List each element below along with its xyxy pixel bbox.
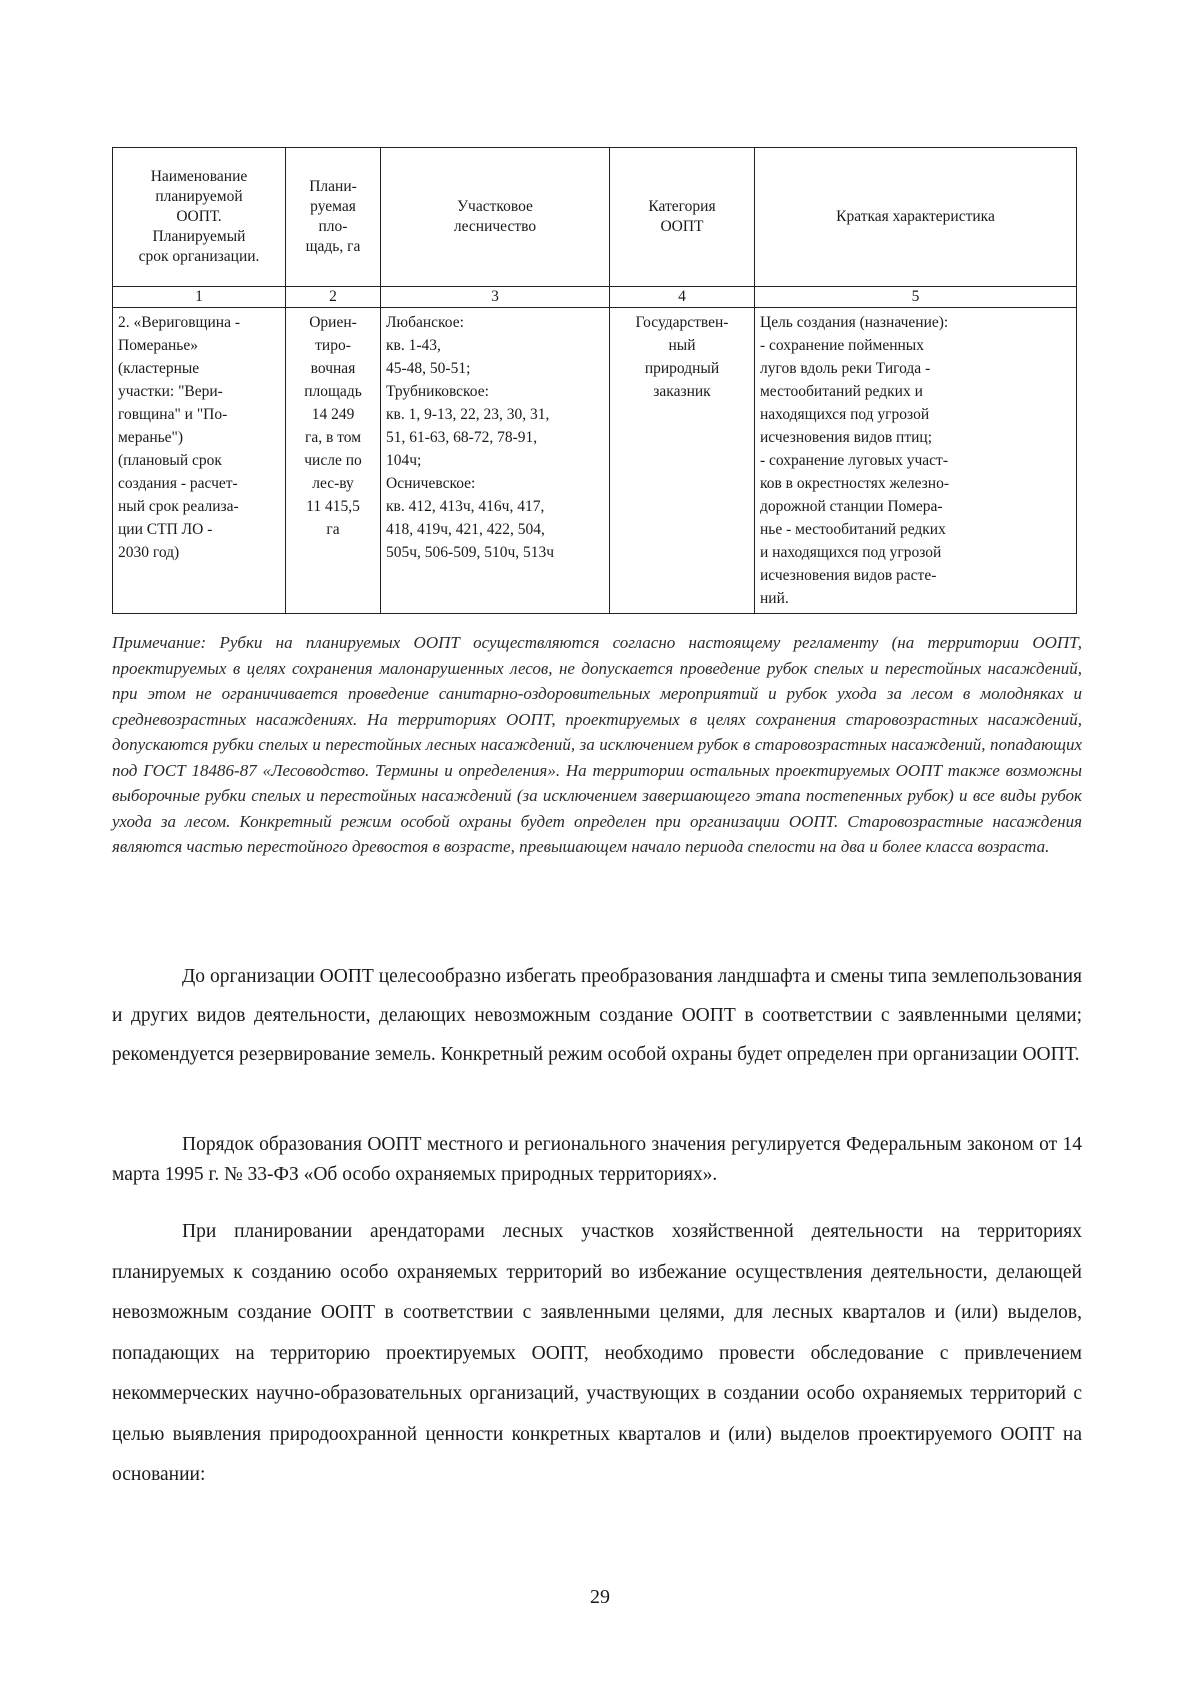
paragraph-federal-law	[112, 1130, 1082, 1190]
cell-category: Государствен- ный природный заказник	[610, 308, 755, 614]
paragraph-text: При планировании арендаторами лесных участков хозяйственной деятельности на территориях планируемых к созданию особо охраняемых территорий во избежание осуществления деятельности, делающей невозможным создание ООПТ в соответствии с заявленными целями, для лесных кварталов и (или) выделов, попадающих на территорию проектируемых ООПТ, необходимо провести обследование с привлечением некоммерческих научно-образовательных организаций, участвующих в создании особо охраняемых территорий с целью выявления природоохранной ценности конкретных кварталов и (или) выделов проектируемого ООПТ на основании:	[112, 1221, 1082, 1485]
column-number: 5	[755, 287, 1077, 308]
column-number: 1	[113, 287, 286, 308]
column-number: 4	[610, 287, 755, 308]
header-forestry: Участковое лесничество	[381, 148, 610, 287]
cell-forestry: Любанское: кв. 1-43, 45-48, 50-51; Трубниковское: кв. 1, 9-13, 22, 23, 30, 31, 51, 61-63, 68-72, 78-91, 104ч; Осничевское: кв. 412, 413ч, 416ч, 417, 418, 419ч, 421, 422, 504, 505ч, 506-509, 510ч, 513ч	[381, 308, 610, 614]
paragraph-text: Порядок образования ООПТ местного и регионального значения регулируется Федеральным законом от 14 марта 1995 г. № 33-ФЗ «Об особо охраняемых природных территориях».	[112, 1134, 1082, 1185]
paragraph-text: До организации ООПТ целесообразно избегать преобразования ландшафта и смены типа землепользования и других видов деятельности, делающих невозможным создание ООПТ в соответствии с заявленными целями; рекомендуется резервирование земель. Конкретный режим особой охраны будет определен при организации ООПТ.	[112, 966, 1082, 1065]
cell-oopt-name: 2. «Вериговщина - Померанье» (кластерные участки: "Вери- говщина" и "По- меранье") (плановый срок создания - расчет- ный срок реализа- ции СТП ЛО - 2030 год)	[113, 308, 286, 614]
column-number: 2	[286, 287, 381, 308]
header-description: Краткая характеристика	[755, 148, 1077, 287]
note-text: Рубки на планируемых ООПТ осуществляются согласно настоящему регламенту (на территории ООПТ, проектируемых в целях сохранения малонарушенных лесов, не допускается проведение рубок спелых и перестойных насаждений, при этом не ограничивается проведение санитарно-оздоровительных мероприятий и рубок ухода за лесом в молодняках и средневозрастных насаждениях. На территориях ООПТ, проектируемых в целях сохранения старовозрастных насаждений, допускаются рубки спелых и перестойных лесных насаждений, за исключением рубок в старовозрастных насаждений, попадающих под ГОСТ 18486-87 «Лесоводство. Термины и определения». На территории остальных проектируемых ООПТ также возможны выборочные рубки спелых и перестойных насаждений (за исключением завершающего этапа постепенных рубок) и все виды рубок ухода за лесом. Конкретный режим особой охраны будет определен при организации ООПТ. Старовозрастные насаждения являются частью перестойного древостоя в возрасте, превышающем начало периода спелости на два и более класса возраста.	[112, 633, 1083, 856]
paragraph-survey	[112, 1212, 1082, 1496]
header-name-oopt: Наименование планируемой ООПТ. Планируемый срок организации.	[113, 148, 286, 287]
note-label: Примечание:	[112, 633, 207, 652]
table-row	[113, 308, 1077, 614]
header-area: Плани- руемая пло- щадь, га	[286, 148, 381, 287]
cell-description: Цель создания (назначение): - сохранение пойменных лугов вдоль реки Тигода - местообитаний редких и находящихся под угрозой исчезновения видов птиц; - сохранение луговых участ- ков в окрестностях железно- дорожной станции Помера- нье - местообитаний редких и находящихся под угрозой исчезновения видов расте- ний.	[755, 308, 1077, 614]
paragraph-reservation	[112, 957, 1082, 1074]
table-note	[112, 630, 1082, 860]
oopt-table	[112, 147, 1077, 614]
column-number: 3	[381, 287, 610, 308]
page-number: 29	[590, 1586, 610, 1608]
table-header-row	[113, 148, 1077, 287]
column-number-row	[113, 287, 1077, 308]
cell-area: Ориен- тиро- вочная площадь 14 249 га, в том числе по лес-ву 11 415,5 га	[286, 308, 381, 614]
header-category: Категория ООПТ	[610, 148, 755, 287]
